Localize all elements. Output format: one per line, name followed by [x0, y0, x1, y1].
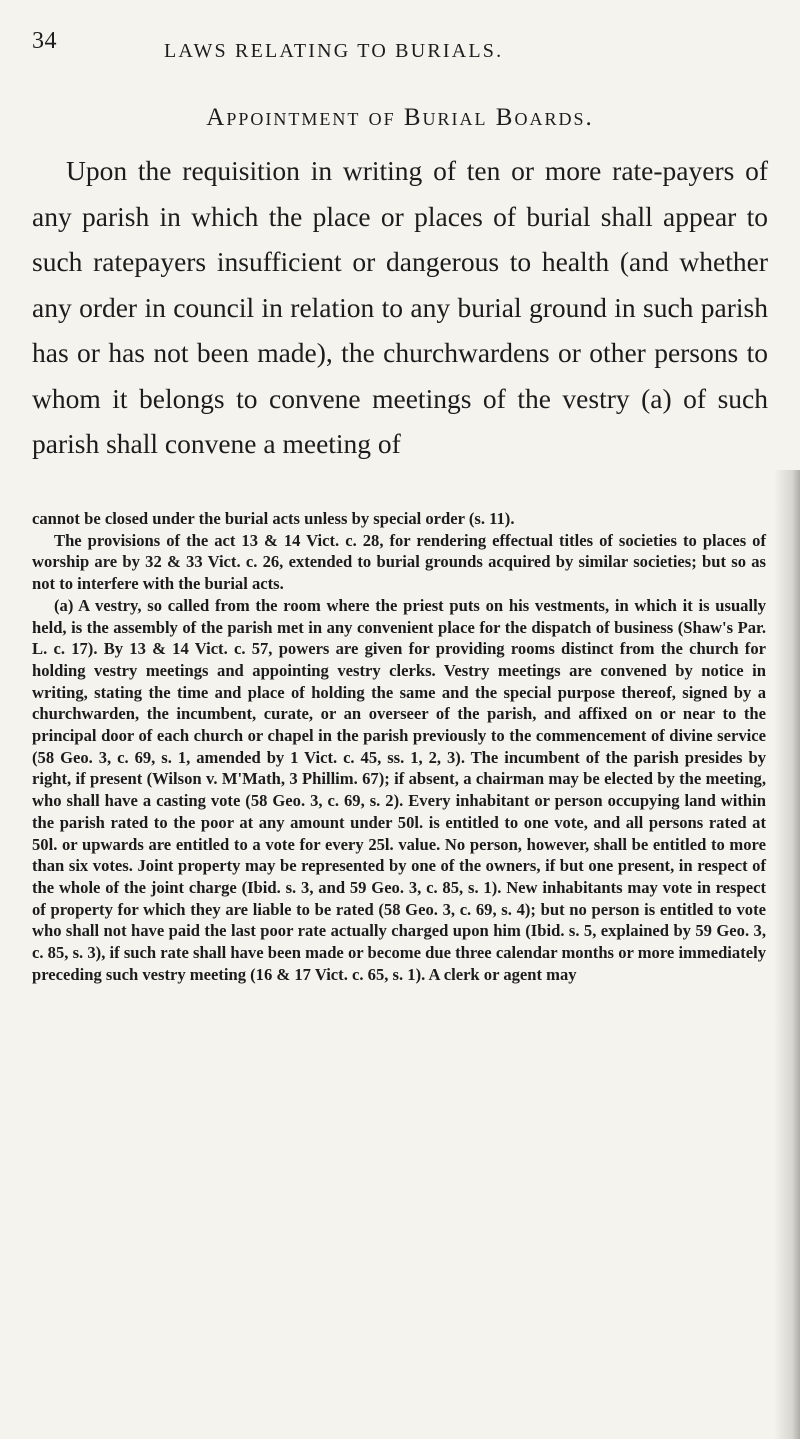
running-head: LAWS RELATING TO BURIALS.: [164, 40, 504, 62]
page-number: 34: [32, 28, 57, 54]
body-paragraph: Upon the requisition in writing of ten or more rate-payers of any parish in which the place or places of burial shall appear to such ratepayers insufficient or dangerous to health (and whether any order in council in relation to any burial ground in such parish has or has not been made), the churchwardens or other persons to whom it belongs to convene meetings of the vestry (a) of such parish shall convene a meeting of: [32, 155, 768, 459]
footnotes: [32, 508, 766, 985]
footnote-vestry: (a) A vestry, so called from the room where the priest puts on his vestments, in which it is usually held, is the assembly of the parish met in any convenient place for the dispatch of business (Shaw's Par. L. c. 17). By 13 & 14 Vict. c. 57, powers are given for providing rooms distinct from the church for holding vestry meetings and appointing vestry clerks. Vestry meetings are convened by notice in writing, stating the time and place of holding the same and the special purpose thereof, signed by a churchwarden, the incumbent, curate, or an overseer of the parish, and affixed on or near to the principal door of each church or chapel in the parish previously to the commencement of divine service (58 Geo. 3, c. 69, s. 1, amended by 1 Vict. c. 45, ss. 1, 2, 3). The incumbent of the parish presides by right, if present (Wilson v. M'Math, 3 Phillim. 67); if absent, a chairman may be elected by the meeting, who shall have a casting vote (58 Geo. 3, c. 69, s. 2). Every inhabitant or person occupying land within the parish rated to the poor at any amount under 50l. is entitled to one vote, and all persons rated at 50l. or upwards are entitled to a vote for every 25l. value. No person, however, shall be entitled to more than six votes. Joint property may be represented by one of the owners, if but one present, in respect of the whole of the joint charge (Ibid. s. 3, and 59 Geo. 3, c. 85, s. 1). New inhabitants may vote in respect of property for which they are liable to be rated (58 Geo. 3, c. 69, s. 4); but no person is entitled to vote who shall not have paid the last poor rate actually charged upon him (Ibid. s. 5, explained by 59 Geo. 3, c. 85, s. 3), if such rate shall have been made or become due three calendar months or more immediately preceding such vestry meeting (16 & 17 Vict. c. 65, s. 1). A clerk or agent may: [32, 595, 766, 984]
footnote-paragraph: The provisions of the act 13 & 14 Vict. c. 28, for rendering effectual titles of societies to places of worship are by 32 & 33 Vict. c. 26, extended to burial grounds acquired by similar societies; but so as not to interfere with the burial acts.: [32, 530, 766, 594]
scan-shadow-edge: [774, 470, 800, 1439]
section-title: Appointment of Burial Boards.: [206, 104, 594, 131]
footnote-continuation: cannot be closed under the burial acts unless by special order (s. 11).: [32, 509, 515, 528]
